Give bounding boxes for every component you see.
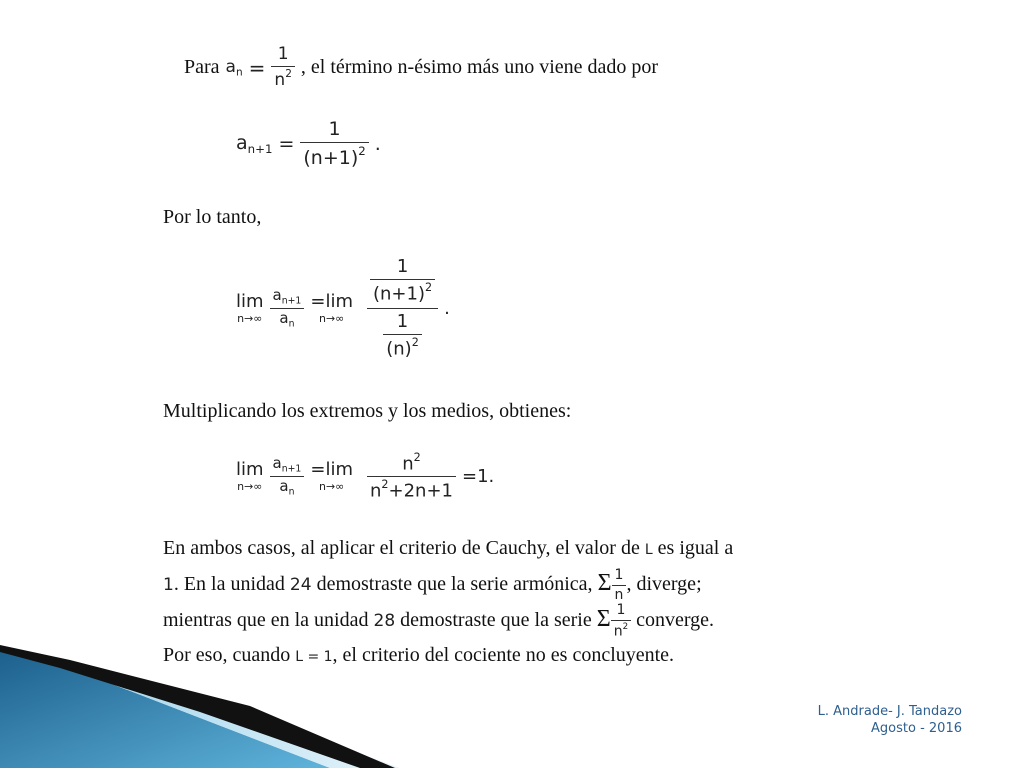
footer-authors: L. Andrade- J. Tandazo [817,704,962,719]
intro-prefix: Para [184,56,220,79]
n2-over-polynomial: $\frac{n^2}{n^2+2n+1}$ [367,452,456,502]
conclusion-line-4: Por eso, cuando L = 1, el criterio del cociente no es concluyente. [163,643,675,666]
conclusion-line-1: En ambos casos, al aplicar el criterio de Cauchy, el valor de L es igual a [163,537,734,559]
por-lo-tanto: Por lo tanto, [163,206,262,228]
ratio-an1-an: $\frac{a_{n+1}}{a_n}$ [270,456,305,497]
equals-sign: = [248,55,266,80]
equation-limit-result [236,452,494,502]
equation-limit-ratio: lim n→∞ $\frac{a_{n+1}}{a_n}$ =lim n→∞ $\frac{\frac{1}{(n+1)^2}}{\frac{1}{(n)^2}}$ . [236,256,450,360]
multiplicando-line: Multiplicando los extremos y los medios, obtienes: [163,400,572,422]
limit-operator-2: =lim n→∞ [310,459,353,494]
limit-operator: lim n→∞ [236,459,264,494]
footer-credits [818,703,962,737]
intro-suffix: , el término n-ésimo más uno viene dado por [300,56,659,79]
ratio-an1-an: $\frac{a_{n+1}}{a_n}$ [270,288,305,329]
one-over-n-squared: $\frac{1}{n^2}$ [271,46,294,90]
limit-operator-2: =lim n→∞ [310,291,353,326]
one-over-n: $\frac{1}{n}$ [612,568,627,602]
equation-an-plus-1: $a_{n+1}$ = $\frac{1}{(n+1)^2}$ . [236,118,381,169]
conclusion-paragraph [163,532,733,674]
compound-fraction: $\frac{\frac{1}{(n+1)^2}}{\frac{1}{(n)^2}}$ [367,258,438,359]
conclusion-line-2: 1. En la unidad 24 demostraste que la serie armónica, Σ $\frac{1}{n}$ , diverge; [163,567,702,603]
limit-operator: lim n→∞ [236,291,264,326]
an1-term: $a_{n+1}$ [236,132,273,157]
an-term: $a_n$ [225,56,243,79]
limit-result: =1. [462,466,495,488]
footer-date: Agosto - 2016 [871,721,962,736]
one-over-n-squared-series: $\frac{1}{n^2}$ [611,603,631,639]
intro-line [184,46,658,90]
fraction-1-over-n1-sq: $\frac{1}{(n+1)^2}$ [300,120,368,169]
conclusion-line-3: mientras que en la unidad 28 demostraste que la serie Σ $\frac{1}{n^2}$ converge. [163,602,715,640]
